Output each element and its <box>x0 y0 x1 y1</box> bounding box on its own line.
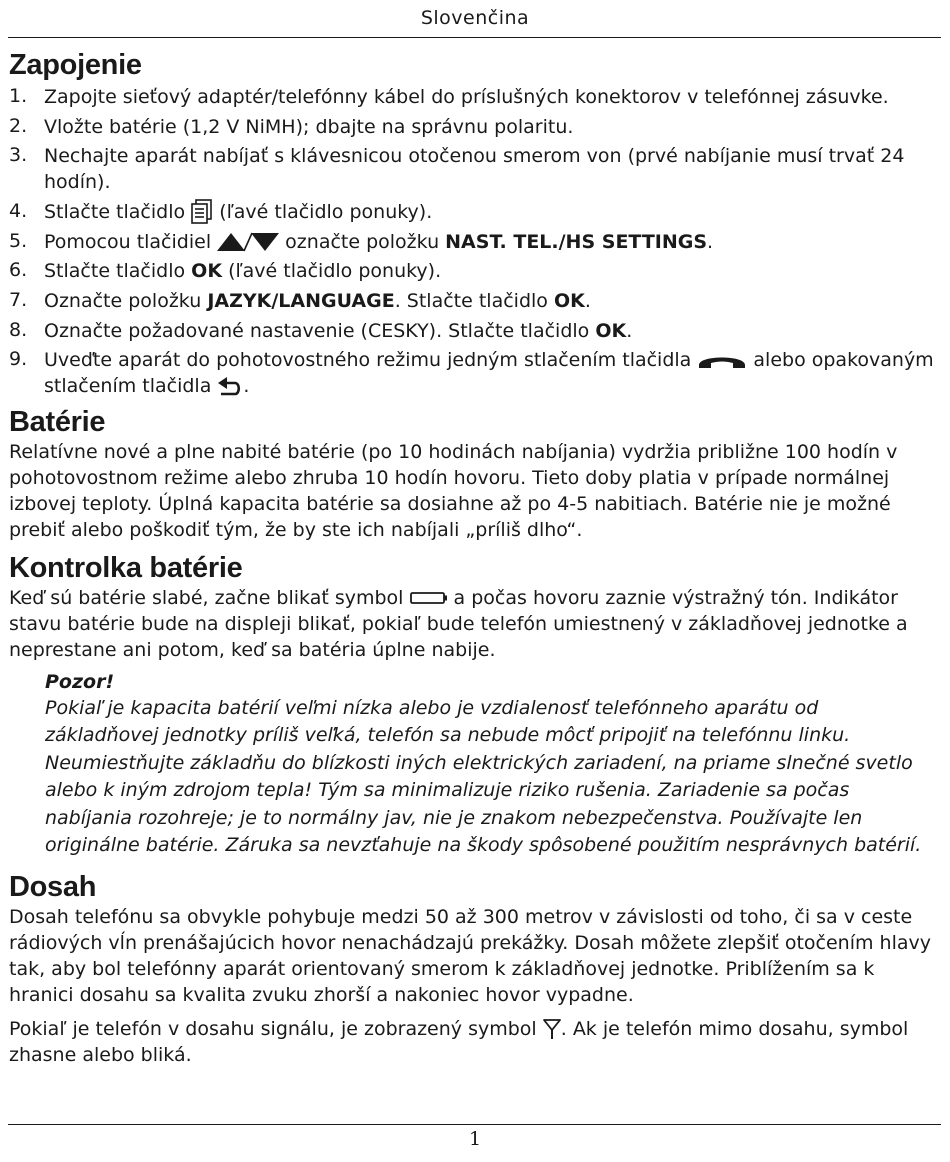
section-kontrolka <box>9 551 934 860</box>
paragraph-baterie: Relatívne nové a plne nabité batérie (po 10 hodinách nabíjania) vydržia približne 100 hodín v pohotovostnom režime alebo zhruba 10 hodín hovoru. Tieto doby platia v prípade normálnej izbovej teploty. Úplná kapacita batérie sa dosiahne až po 4-5 nabitiach. Batérie nie je možné prebiť alebo poškodiť tým, že by ste ich nabíjali „príliš dlho“. <box>9 440 898 541</box>
step-text: Vložte batérie (1,2 V NiMH); dbajte na správnu polaritu. <box>44 115 574 138</box>
step-text <box>44 227 934 257</box>
section-zapojenie <box>9 48 934 401</box>
warning-note <box>45 669 934 860</box>
step-text-b: . <box>626 319 633 342</box>
list-item <box>9 82 934 112</box>
battery-icon <box>410 591 448 605</box>
end-call-icon <box>697 352 747 370</box>
up-down-arrows-icon <box>217 231 279 253</box>
menu-item-name: JAZYK/LANGUAGE <box>207 290 395 313</box>
step-text: Zapojte sieťový adaptér/telefónny kábel do príslušných konektorov v telefónnej zásuvke. <box>44 86 889 108</box>
key-name: OK <box>553 290 585 313</box>
section-baterie <box>9 405 934 543</box>
step-number: 8. <box>9 318 28 341</box>
step-number: 1. <box>9 85 28 107</box>
footer-rule <box>8 1124 941 1125</box>
step-text <box>44 316 934 346</box>
list-item <box>9 256 934 286</box>
step-text-b: . Stlačte tlačidlo <box>394 290 554 313</box>
step-number: 3. <box>9 144 28 167</box>
header-language: Slovenčina <box>420 7 530 29</box>
list-item <box>9 227 934 257</box>
paragraph-kontrolka <box>9 585 934 663</box>
step-text-c: . <box>584 290 591 313</box>
step-text-b: (ľavé tlačidlo ponuky). <box>222 260 442 283</box>
step-number: 6. <box>9 259 28 282</box>
list-item <box>9 141 934 197</box>
key-name: OK <box>595 319 627 342</box>
step-text <box>44 197 934 227</box>
page-content <box>9 48 934 1068</box>
list-item <box>9 345 934 401</box>
step-number: 7. <box>9 289 28 312</box>
header-rule <box>8 37 941 38</box>
kontrolka-text-b: a počas hovoru zaznie výstražný tón. Indikátor stavu batérie bude na displeji blikať, pokiaľ bude telefón umiestnený v základňovej jednotke a neprestane ani potom, keď sa batéria úplne nabije. <box>9 586 908 661</box>
section-dosah <box>9 870 934 1068</box>
dosah-text-a: Pokiaľ je telefón v dosahu signálu, je zobrazený symbol <box>9 1017 543 1040</box>
step-text-b: (ľavé tlačidlo ponuky). <box>213 200 433 223</box>
paragraph-dosah-1: Dosah telefónu sa obvykle pohybuje medzi 50 až 300 metrov v závislosti od toho, či sa v ceste rádiových vĺn prenášajúcich hovor nenachádzajú prekážky. Dosah môžete zlepšiť otočením hlavy tak, aby bol telefónny aparát orientovaný smerom k základňovej jednotke. Priblížením sa k hranici dosahu sa kvalita zvuku zhorší a nakoniec hovor vypadne. <box>9 905 932 1006</box>
list-item <box>9 286 934 316</box>
list-item <box>9 197 934 227</box>
step-number: 2. <box>9 114 28 137</box>
step-text-a: Pomocou tlačidiel <box>44 230 218 253</box>
warning-text: Pokiaľ je kapacita batérií veľmi nízka alebo je vzdialenosť telefónneho aparátu od základňovej jednotky príliš veľká, telefón sa nebude môcť pripojiť na telefónnu linku. Neumiestňujte základňu do blízkosti iných elektrických zariadení, na priame slnečné svetlo alebo k iným zdrojom tepla! Tým sa minimalizuje riziko rušenia. Zariadenie sa počas nabíjania rozohreje; je to normálny jav, nie je znakom nebezpečenstva. Používajte len originálne batérie. Záruka sa nevzťahuje na škody spôsobené použitím nesprávnych batérií. <box>45 696 922 857</box>
key-name: OK <box>191 260 223 283</box>
step-text <box>44 256 934 286</box>
page-number: 1 <box>468 1128 482 1150</box>
heading-kontrolka: Kontrolka batérie <box>9 551 243 584</box>
heading-zapojenie: Zapojenie <box>9 49 142 81</box>
step-text-b: označte položku <box>279 230 446 253</box>
step-text <box>44 345 934 401</box>
dosah-text-b: . Ak je telefón mimo dosahu, symbol zhasne alebo bliká. <box>9 1017 909 1066</box>
paragraph-dosah-2 <box>9 1016 934 1068</box>
step-number: 5. <box>9 229 28 252</box>
step-text-a: Označte požadované nastavenie (CESKY). Stlačte tlačidlo <box>44 319 596 342</box>
heading-dosah: Dosah <box>9 870 97 903</box>
step-number: 4. <box>9 199 28 222</box>
back-arrow-icon <box>217 376 243 398</box>
step-text-a: Stlačte tlačidlo <box>44 200 192 223</box>
step-text: Nechajte aparát nabíjať s klávesnicou otočenou smerom von (prvé nabíjanie musí trvať 24 hodín). <box>44 145 905 194</box>
warning-title: Pozor! <box>45 670 115 693</box>
list-item <box>9 316 934 346</box>
step-text-c: . <box>243 375 250 398</box>
step-text-a: Stlačte tlačidlo <box>44 260 192 283</box>
step-text-c: . <box>707 230 714 253</box>
kontrolka-text-a: Keď sú batérie slabé, začne blikať symbol <box>9 586 410 609</box>
antenna-icon <box>543 1018 561 1040</box>
heading-baterie: Batérie <box>9 405 106 438</box>
step-text-b: alebo opakovaným stlačením tlačidla <box>44 349 934 398</box>
step-text <box>44 286 934 316</box>
menu-key-icon <box>191 199 213 225</box>
steps-list <box>9 82 934 401</box>
menu-item-name: NAST. TEL./HS SETTINGS <box>445 230 708 253</box>
step-text-a: Uveďte aparát do pohotovostného režimu jedným stlačením tlačidla <box>44 349 698 372</box>
step-text-a: Označte položku <box>44 290 208 313</box>
step-number: 9. <box>9 348 28 371</box>
list-item <box>9 112 934 142</box>
